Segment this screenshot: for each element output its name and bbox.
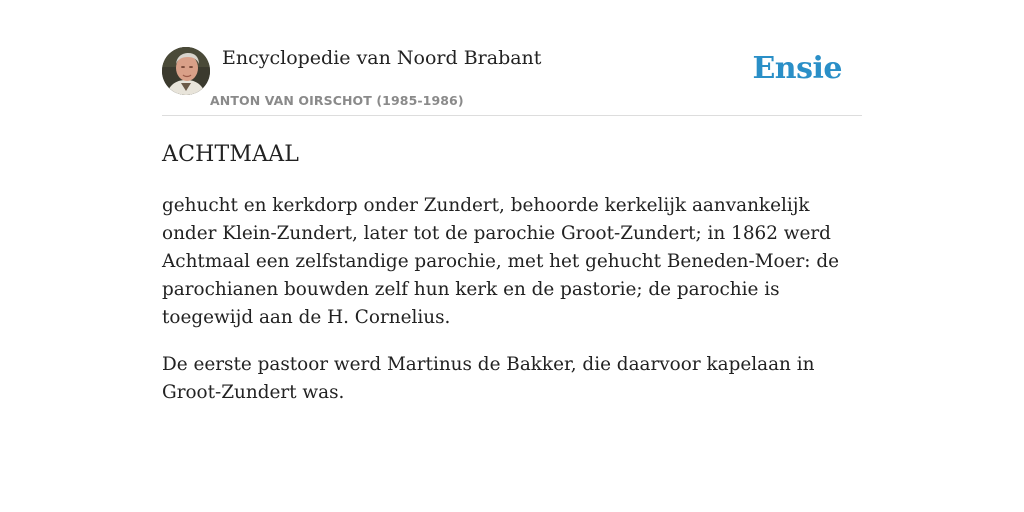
article-headword: ACHTMAAL bbox=[162, 142, 300, 167]
article-body bbox=[162, 138, 862, 407]
book-title[interactable]: Encyclopedie van Noord Brabant bbox=[222, 47, 542, 69]
author-portrait-icon bbox=[162, 47, 210, 95]
author-avatar[interactable] bbox=[162, 47, 210, 95]
article-paragraph: gehucht en kerkdorp onder Zundert, behoorde kerkelijk aanvankelijk onder Klein-Zundert, later tot de parochie Groot-Zundert; in 1862 werd Achtmaal een zelfstandige parochie, met het gehucht Beneden-Moer: de parochianen bouwden zelf hun kerk en de pastorie; de parochie is toegewijd aan de H. Cornelius. bbox=[162, 195, 839, 328]
entry-header bbox=[162, 46, 862, 116]
ensie-logo[interactable]: Ensie bbox=[752, 51, 842, 86]
article-paragraph: De eerste pastoor werd Martinus de Bakker, die daarvoor kapelaan in Groot-Zundert was. bbox=[162, 354, 815, 403]
author-name[interactable]: ANTON VAN OIRSCHOT (1985-1986) bbox=[210, 93, 464, 108]
